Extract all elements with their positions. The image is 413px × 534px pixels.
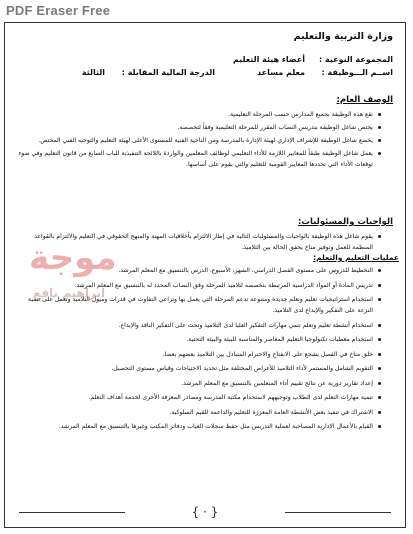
list-item: القيام بالأعمال الإدارية المصاحبة لعملية التدريس مثل حفظ سجلات الغياب ودفاتر المكتب وغيرها بالتنسيق مع المعلم المرشد. (15, 421, 381, 432)
app-titlebar (0, 0, 413, 24)
grade-value: الثالثة (81, 68, 105, 77)
duties-intro-list (15, 231, 391, 255)
list-item: يختص شاغل الوظيفة بتدريس النصاب المقرر للمرحلة التعليمية وفقاً لتخصصه. (15, 122, 381, 133)
list-item: تدريس المادة أو المواد الدراسية المرتبطة بتخصصه لتلاميذ المرحلة وفق النصاب المحدد له بالتنسيق مع المعلم المرشد. (15, 280, 381, 291)
job-label: اســم الـــوظيفة : (321, 68, 393, 77)
group-value: أعضاء هيئة التعليم (232, 55, 305, 64)
list-item: يخضع شاغل الوظيفة للإشراف الإداري لهيئة الإدارة بالمدرسة ومن الناحية الفنية للمستوى الأعلى لهيئة التعليم والتوجيه الفني المختص. (15, 135, 381, 146)
list-item: الاشتراك في تنفيذ بعض الأنشطة العامة المعززة للتعليم والداعمة للقيم السلوكية. (15, 407, 381, 418)
list-item: تنمية مهارات التعلم لدى الطلاب وتوجيههم لاستخدام مكتبة المدرسة ومصادر المعرفة الأخرى لخدمة أهداف التعلم. (15, 392, 381, 403)
list-item: التخطيط للدروس على مستوى الفصل الدراسي، الشهر، الأسبوع، الدرس بالتنسيق مع المعلم المرشد. (15, 265, 381, 276)
list-item: يعمل شاغل الوظيفة طبقاً للمعايير اللازمة للأداء التعليمي لوظائف المعلمين والواردة باللائحة التنفيذية للباب السابع من قانون التعليم وفي ضوء توقعات الأداء التي تحددها المعايير القومية للتعليم والتي يقوم على أساسها. (15, 148, 381, 170)
list-item: استخدام معطيات تكنولوجيا التعليم المعاصر والمناسبة للبيئة والبيئة التحتية. (15, 334, 381, 345)
duties-heading: الواجبات والمسئوليات: (298, 217, 393, 227)
general-description-list (15, 109, 391, 172)
app-title: PDF Eraser Free (6, 3, 111, 18)
ministry-title: وزارة التربية والتعليم (293, 31, 393, 42)
list-item: استخدام أنشطة تعليم وتعلم تنمي مهارات التفكير العليا لدى التلاميذ وتحث على التفكير الناقد والإبداع. (15, 320, 381, 331)
list-item: استخدام استراتيجيات تعليم وتعلم جديدة ومتنوعة تدعم المرحلة التي يعمل بها وتراعي التفاوت في قدرات وميول التلاميذ وتعمل على تنمية النزعة على التفكير والإبداع لدى التلاميذ. (15, 294, 381, 316)
job-value: معلم مساعد (257, 68, 305, 77)
teaching-learning-subheading: عمليات التعليم والتعلم: (313, 253, 399, 262)
document-page (4, 22, 406, 528)
watermark-title: موجة (29, 238, 117, 278)
list-item: خلق مناخ في الفصل يشجع على الانفتاح والاحترام المتبادل بين التلاميذ بعضهم بعضا. (15, 349, 381, 360)
grade-label: الدرجة المالية المقابلة : (121, 68, 215, 77)
list-item: يقوم شاغل هذه الوظيفة بالواجبات والمسئوليات التالية في إطار الالتزام بأخلاقيات المهنة والمنهج الحقوقي في التعليم والالتزام بالقواعد المنظمة للعمل وتوفير مناخ يحقق الحالة بين التلاميذ. (15, 231, 381, 253)
list-item: التقويم الشامل والمستمر لأداء التلاميذ للأغراض المختلفة مثل تحديد الاحتياجات وقياس مستوى التحصيل. (15, 363, 381, 374)
list-item: تقع هذه الوظيفة بجميع المدارس حسب المرحلة التعليمية. (15, 109, 381, 120)
list-item: إعداد تقارير دورية عن نتائج تقييم أداء المتعلمين بالتنسيق مع المعلم المرشد. (15, 378, 381, 389)
duties-list (15, 265, 391, 436)
watermark-name: ابراهيم نافع (33, 286, 106, 300)
group-label: المجموعة النوعية : (319, 55, 393, 64)
footer-ornament: { · } (125, 505, 285, 519)
general-description-heading: الوصف العام: (336, 95, 393, 105)
